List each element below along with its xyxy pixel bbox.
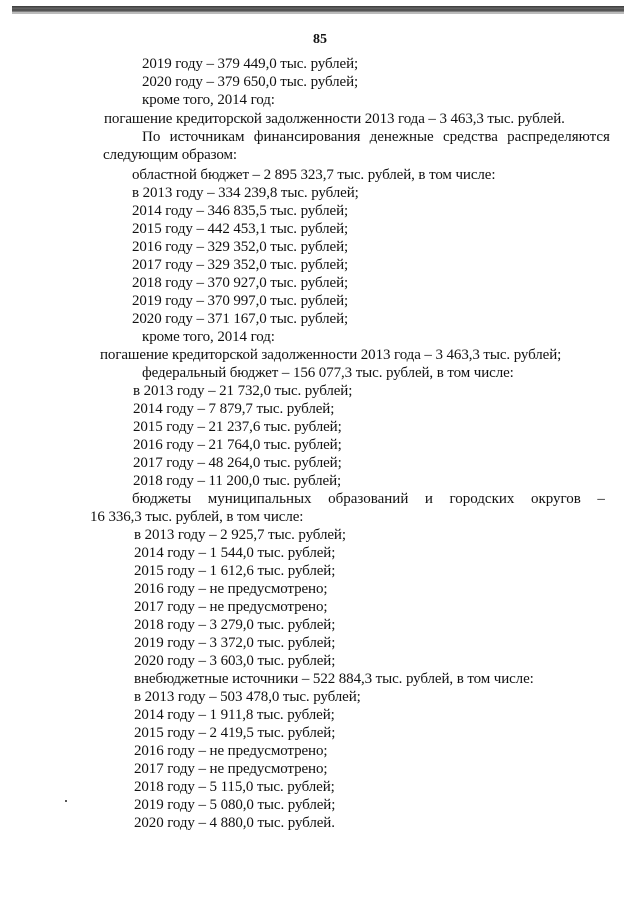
text-line: в 2013 году – 503 478,0 тыс. рублей; [134, 689, 361, 705]
text-line: 2015 году – 442 453,1 тыс. рублей; [132, 221, 349, 237]
text-line: 2020 году – 379 650,0 тыс. рублей; [142, 74, 359, 90]
text-line: 16 336,3 тыс. рублей, в том числе: [90, 509, 304, 525]
word: бюджеты [132, 491, 192, 507]
text-line: 2020 году – 4 880,0 тыс. рублей. [134, 815, 335, 831]
word: По [142, 129, 161, 145]
text-line: 2014 году – 1 911,8 тыс. рублей; [134, 707, 335, 723]
text-line: погашение кредиторской задолженности 2013 года – 3 463,3 тыс. рублей; [100, 347, 562, 363]
word: финансирования [253, 129, 361, 145]
word: муниципальных [207, 491, 312, 507]
text-line: 2017 году – не предусмотрено; [134, 761, 328, 777]
text-line: 2018 году – 11 200,0 тыс. рублей; [133, 473, 342, 489]
text-line: 2018 году – 3 279,0 тыс. рублей; [134, 617, 336, 633]
word: денежные [369, 129, 434, 145]
word: и [424, 491, 433, 507]
word: источникам [169, 129, 245, 145]
text-line: внебюджетные источники – 522 884,3 тыс. рублей, в том числе: [134, 671, 534, 687]
text-line: 2019 году – 3 372,0 тыс. рублей; [134, 635, 336, 651]
text-line: 2018 году – 370 927,0 тыс. рублей; [132, 275, 349, 291]
text-line: 2019 году – 370 997,0 тыс. рублей; [132, 293, 349, 309]
text-line: следующим образом: [103, 147, 237, 163]
word: – [597, 491, 605, 507]
text-line: федеральный бюджет – 156 077,3 тыс. рублей, в том числе: [142, 365, 514, 381]
text-line: 2016 году – 329 352,0 тыс. рублей; [132, 239, 349, 255]
text-line: 2019 году – 5 080,0 тыс. рублей; [134, 797, 336, 813]
text-line: в 2013 году – 21 732,0 тыс. рублей; [133, 383, 353, 399]
text-line: областной бюджет – 2 895 323,7 тыс. рублей, в том числе: [132, 167, 496, 183]
scan-top-edge-shadow [12, 12, 624, 14]
text-line: 2015 году – 2 419,5 тыс. рублей; [134, 725, 336, 741]
justified-line [132, 490, 605, 508]
text-line: кроме того, 2014 год: [142, 329, 275, 345]
word: средства [442, 129, 498, 145]
text-line: 2018 году – 5 115,0 тыс. рублей; [134, 779, 335, 795]
word: образований [328, 491, 409, 507]
page-number: 85 [313, 32, 327, 47]
text-line: 2016 году – не предусмотрено; [134, 743, 328, 759]
text-line: кроме того, 2014 год: [142, 92, 275, 108]
text-line: в 2013 году – 2 925,7 тыс. рублей; [134, 527, 346, 543]
text-line: 2017 году – не предусмотрено; [134, 599, 328, 615]
text-line: 2014 году – 1 544,0 тыс. рублей; [134, 545, 336, 561]
text-line: 2019 году – 379 449,0 тыс. рублей; [142, 56, 359, 72]
text-line: 2014 году – 346 835,5 тыс. рублей; [132, 203, 349, 219]
justified-line [142, 128, 610, 146]
text-line: 2016 году – 21 764,0 тыс. рублей; [133, 437, 342, 453]
text-line: в 2013 году – 334 239,8 тыс. рублей; [132, 185, 359, 201]
text-line: 2015 году – 21 237,6 тыс. рублей; [133, 419, 342, 435]
text-line: 2015 году – 1 612,6 тыс. рублей; [134, 563, 336, 579]
word: городских [449, 491, 515, 507]
text-line: 2020 году – 371 167,0 тыс. рублей; [132, 311, 349, 327]
text-line: 2020 году – 3 603,0 тыс. рублей; [134, 653, 336, 669]
text-line: 2017 году – 48 264,0 тыс. рублей; [133, 455, 342, 471]
text-line: 2016 году – не предусмотрено; [134, 581, 328, 597]
word: распределяются [507, 129, 610, 145]
scan-speck [65, 800, 67, 802]
text-line: 2014 году – 7 879,7 тыс. рублей; [133, 401, 335, 417]
text-line: 2017 году – 329 352,0 тыс. рублей; [132, 257, 349, 273]
text-line: погашение кредиторской задолженности 2013 года – 3 463,3 тыс. рублей. [104, 111, 565, 127]
word: округов [530, 491, 581, 507]
